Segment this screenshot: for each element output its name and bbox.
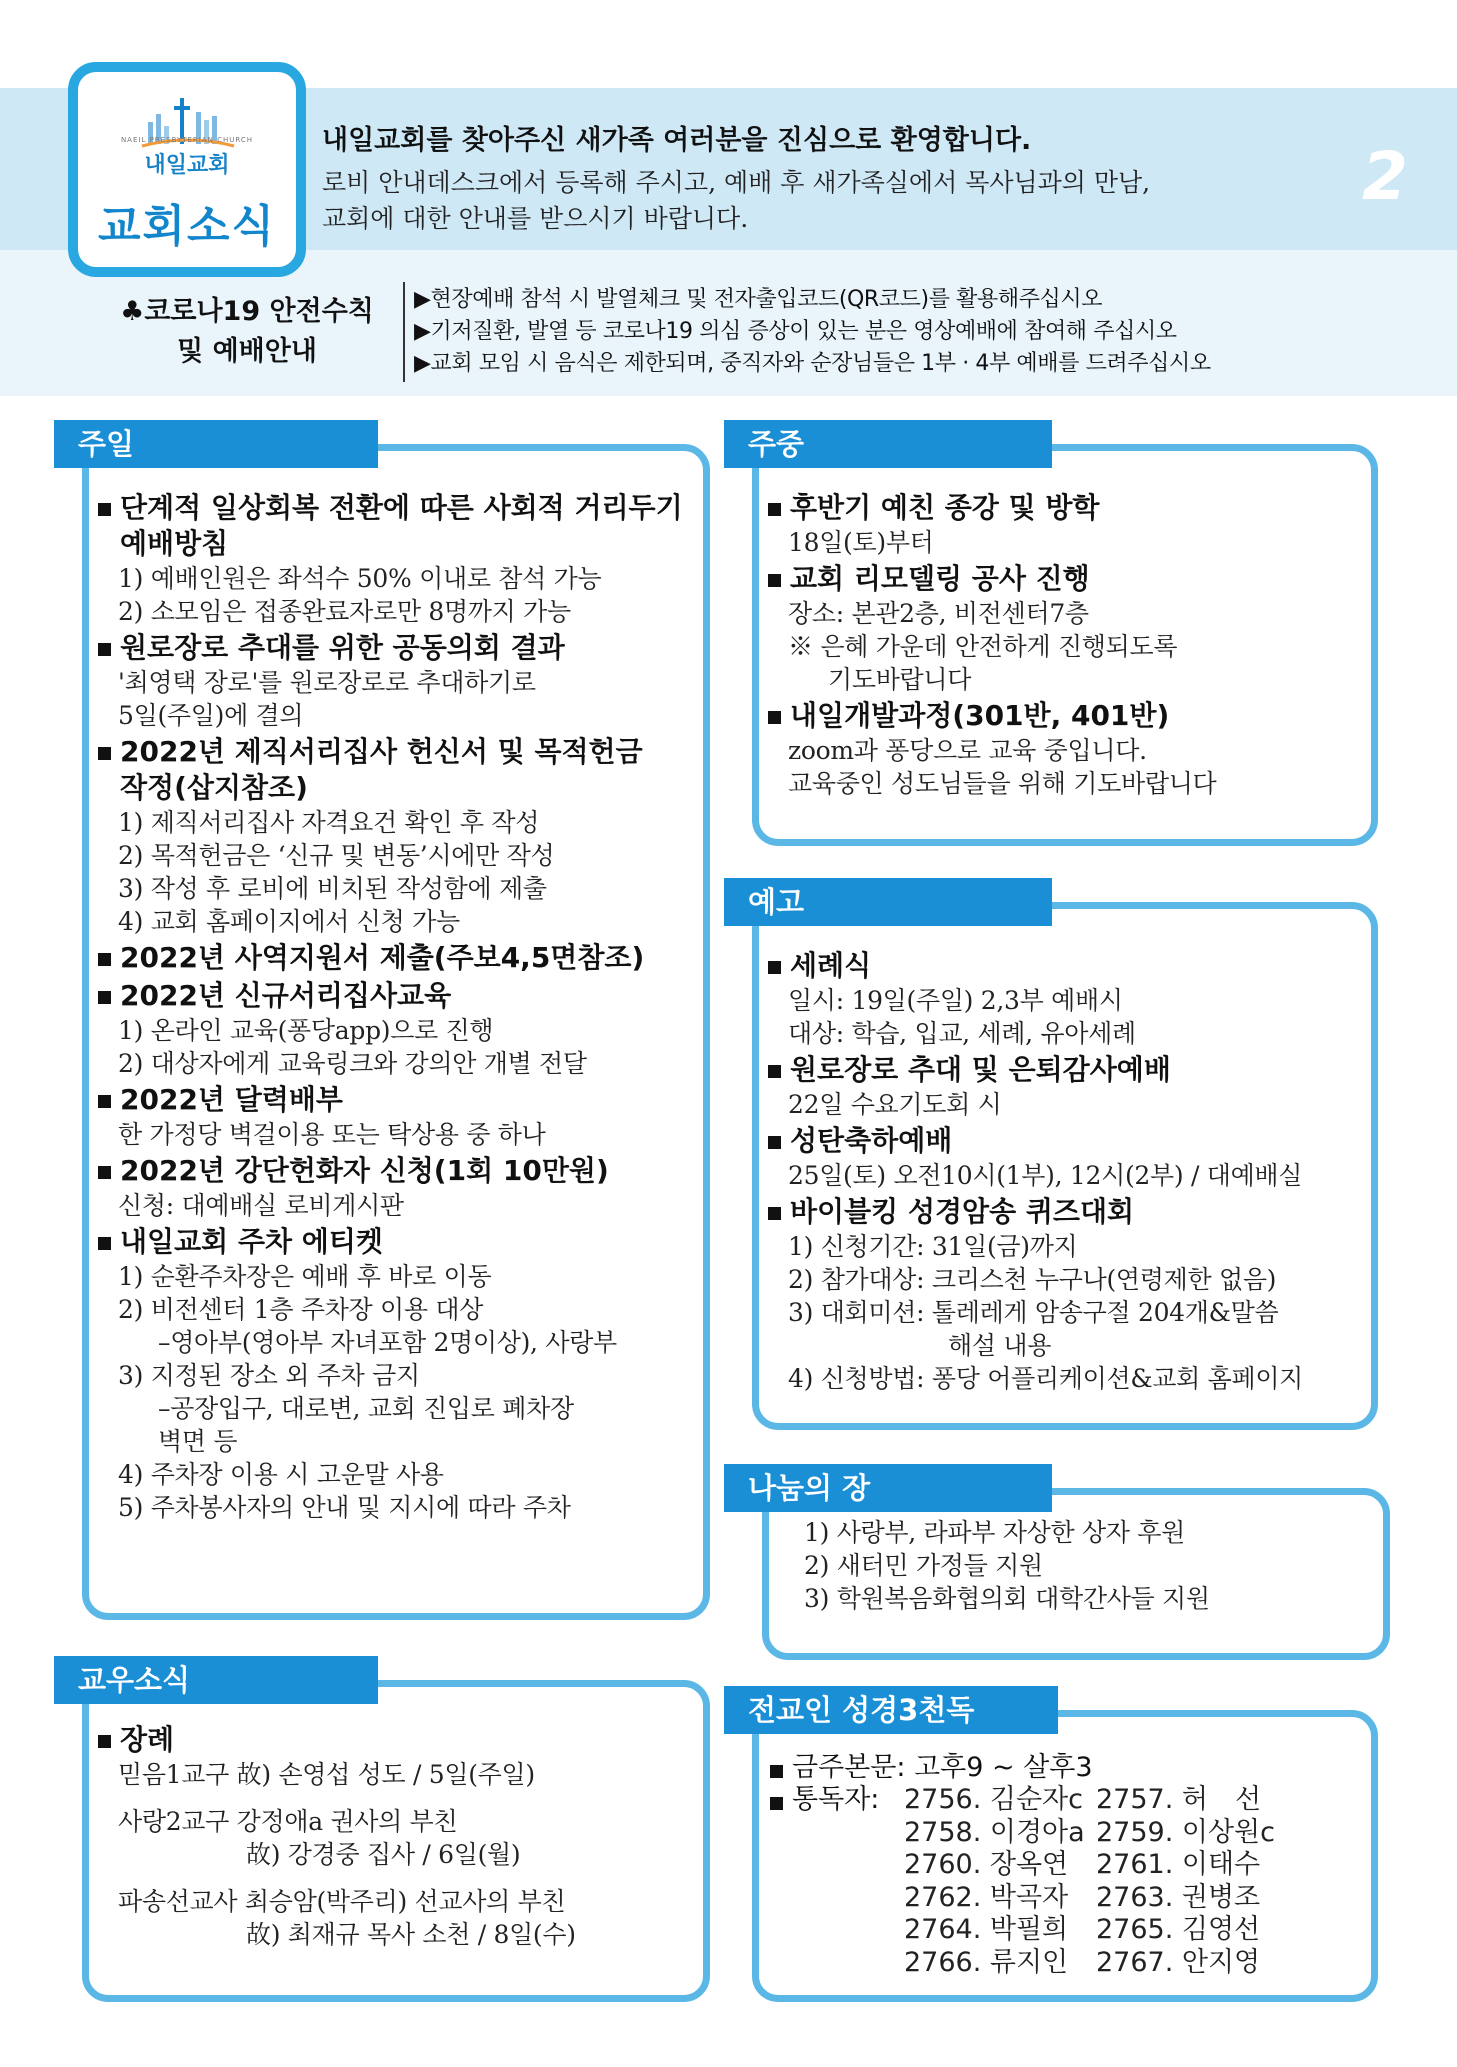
sharing-content [784,1516,1374,1615]
item-title: 예배방침 [120,527,229,560]
corona-rule: ▶현장예배 참석 시 발열체크 및 전자출입코드(QR코드)를 활용해주십시오 [414,287,1103,312]
table-row [904,1784,1275,1817]
item-line: 2) 새터민 가정들 지원 [804,1551,1043,1580]
item-line: 1) 사랑부, 라파부 자상한 상자 후원 [804,1518,1185,1547]
item-line: 기도바랍니다 [828,665,972,694]
item-line: 故) 강경중 집사 / 6일(월) [246,1840,521,1869]
list-item [768,948,1368,1050]
list-item [98,1153,698,1222]
item-line: 3) 지정된 장소 외 주차 금지 [118,1361,420,1390]
item-line: 3) 학원복음화협의회 대학간사들 지원 [804,1584,1210,1613]
item-line: 1) 제직서리집사 자격요건 확인 후 작성 [118,808,540,837]
page-title: 교회소식 [97,201,276,252]
corona-title-line: 및 예배안내 [177,336,317,367]
welcome-main: 내일교회를 찾아주신 새가족 여러분을 진심으로 환영합니다. [322,125,1032,156]
table-row [904,1882,1275,1915]
item-line: 3) 작성 후 로비에 비치된 작성함에 제출 [118,874,547,903]
reader-cell: 2759. 이상원c [1096,1816,1275,1848]
item-line: 해설 내용 [948,1331,1052,1360]
table-row [904,1849,1275,1882]
corona-title-line: ♣코로나19 안전수칙 [120,296,374,327]
corona-rule: ▶기저질환, 발열 등 코로나19 의심 증상이 있는 분은 영상예배에 참여해 주십시오 [414,319,1177,344]
item-line: 故) 최재규 목사 소천 / 8일(수) [246,1920,576,1949]
reader-cell: 2761. 이태수 [1096,1849,1261,1880]
item-title: 2022년 제직서리집사 헌신서 및 목적헌금 [98,734,698,770]
notice-tab: 예고 [724,878,1052,926]
item-line: –공장입구, 대로변, 교회 진입로 폐차장 [158,1394,574,1423]
item-line: 1) 신청기간: 31일(금)까지 [788,1232,1078,1261]
item-title: 세례식 [768,948,1368,984]
welcome-line: 로비 안내데스크에서 등록해 주시고, 예배 후 새가족실에서 목사님과의 만남, [322,168,1151,197]
item-title: 작정(삽지참조) [120,771,308,804]
item-line: 5) 주차봉사자의 안내 및 지시에 따라 주차 [118,1493,571,1522]
item-line: 일시: 19일(주일) 2,3부 예배시 [788,986,1123,1015]
list-item [768,1123,1368,1192]
this-week-reading [770,1752,1370,1784]
corona-title [102,292,392,372]
item-line: 파송선교사 최승암(박주리) 선교사의 부친 [118,1887,566,1916]
item-line: 2) 대상자에게 교육링크와 강의안 개별 전달 [118,1049,587,1078]
reader-cell: 2765. 김영선 [1096,1914,1261,1945]
page-number: 2 [1362,138,1408,215]
item-title: 2022년 달력배부 [98,1082,698,1118]
list-item [98,734,698,938]
item-line: 벽면 등 [158,1427,238,1456]
item-line: 5일(주일)에 결의 [118,701,304,730]
item-line: 4) 신청방법: 퐁당 어플리케이션&교회 홈페이지 [788,1364,1304,1393]
item-line: 1) 온라인 교육(퐁당app)으로 진행 [118,1016,494,1045]
item-line: 1) 예배인원은 좌석수 50% 이내로 참석 가능 [118,564,602,593]
item-line: 3) 대회미션: 톨레레게 암송구절 204개&말씀 [788,1298,1279,1327]
item-line: 대상: 학습, 입교, 세례, 유아세례 [788,1019,1136,1048]
readers-table [904,1784,1275,1979]
item-line: 한 가정당 벽걸이용 또는 탁상용 중 하나 [118,1120,546,1149]
sharing-tab: 나눔의 장 [724,1464,1052,1512]
item-title: 내일개발과정(301반, 401반) [768,698,1368,734]
table-row [904,1817,1275,1850]
spacer [98,1791,698,1805]
item-title: 원로장로 추대를 위한 공동의회 결과 [98,630,698,666]
reader-cell: 2758. 이경아a [904,1816,1085,1848]
reader-cell: 2757. 허 선 [1096,1784,1262,1815]
item-title: 단계적 일상회복 전환에 따른 사회적 거리두기 [98,490,698,526]
item-line: 2) 소모임은 접종완료자로만 8명까지 가능 [118,597,571,626]
list-item [768,698,1368,800]
church-logo-box [68,62,306,277]
corona-rule: ▶교회 모임 시 음식은 제한되며, 중직자와 순장님들은 1부 · 4부 예배를 드려주십시오 [414,351,1211,376]
item-line: 신청: 대예배실 로비게시판 [118,1191,404,1220]
reader-cell: 2764. 박필희 [904,1914,1069,1945]
spacer [98,1871,698,1885]
reader-cell: 2756. 김순자c [904,1784,1083,1815]
corona-rules-list [414,284,1434,380]
sunday-tab: 주일 [54,420,378,468]
item-line: 믿음1교구 故) 손영섭 성도 / 5일(주일) [118,1760,535,1789]
list-item [768,490,1368,559]
item-line: 22일 수요기도회 시 [788,1090,1002,1119]
item-line: 사랑2교구 강정애a 권사의 부친 [118,1807,458,1836]
this-week-label: 금주본문: [792,1752,906,1783]
readers-label: 통독자: [770,1784,900,1816]
list-item [98,1082,698,1151]
item-title: 2022년 신규서리집사교육 [98,978,698,1014]
list-item [768,561,1368,696]
list-item [768,1052,1368,1121]
divider [403,282,405,382]
members-content [98,1722,698,1951]
item-line: 4) 주차장 이용 시 고운말 사용 [118,1460,444,1489]
item-line: ※ 은혜 가운데 안전하게 진행되도록 [788,632,1178,661]
members-tab: 교우소식 [54,1656,378,1704]
item-line: '최영택 장로'를 원로장로로 추대하기로 [118,668,536,697]
item-line: 25일(토) 오전10시(1부), 12시(2부) / 대예배실 [788,1161,1303,1190]
church-building-icon [140,94,236,154]
logo-small-text: NAEIL PRESBYTERIAN CHURCH [120,136,254,144]
bible-tab: 전교인 성경3천독 [724,1686,1058,1734]
sunday-content [98,490,698,1526]
list-item [768,1194,1368,1395]
item-title: 후반기 예친 종강 및 방학 [768,490,1368,526]
reader-cell: 2767. 안지영 [1096,1946,1261,1978]
table-row [904,1947,1275,1980]
item-title: 교회 리모델링 공사 진행 [768,561,1368,597]
list-item [98,1224,698,1524]
weekday-content [768,490,1368,802]
list-item [98,940,698,976]
item-title: 2022년 사역지원서 제출(주보4,5면참조) [98,940,698,976]
item-line: 2) 목적헌금은 ‘신규 및 변동’시에만 작성 [118,841,555,870]
list-item [98,490,698,628]
readers-block [770,1784,1370,1978]
item-line: 4) 교회 홈페이지에서 신청 가능 [118,907,460,936]
item-title: 성탄축하예배 [768,1123,1368,1159]
list-item [98,978,698,1080]
notice-content [768,948,1368,1397]
item-line: zoom과 퐁당으로 교육 중입니다. [788,736,1147,765]
this-week-value: 고후9 ~ 살후3 [914,1752,1093,1783]
table-row [904,1914,1275,1947]
list-item [98,630,698,732]
item-line: 2) 참가대상: 크리스천 누구나(연령제한 없음) [788,1265,1277,1294]
reader-cell: 2763. 권병조 [1096,1881,1261,1913]
item-title: 내일교회 주차 에티켓 [98,1224,698,1260]
item-line: 장소: 본관2층, 비전센터7층 [788,599,1089,628]
item-line: 교육중인 성도님들을 위해 기도바랍니다 [788,769,1217,798]
item-line: –영아부(영아부 자녀포함 2명이상), 사랑부 [158,1328,617,1357]
welcome-line: 교회에 대한 안내를 받으시기 바랍니다. [322,204,749,233]
weekday-tab: 주중 [724,420,1052,468]
bible-content [770,1752,1370,1978]
item-title: 2022년 강단헌화자 신청(1회 10만원) [98,1153,698,1189]
logo-name: 내일교회 [144,153,230,178]
reader-cell: 2762. 박곡자 [904,1881,1069,1913]
item-line: 2) 비전센터 1층 주차장 이용 대상 [118,1295,484,1324]
welcome-message [322,118,1322,237]
item-line: 18일(토)부터 [788,528,934,557]
item-line: 1) 순환주차장은 예배 후 바로 이동 [118,1262,492,1291]
item-title: 장례 [98,1722,698,1758]
reader-cell: 2760. 장옥연 [904,1849,1069,1880]
item-title: 바이블킹 성경암송 퀴즈대회 [768,1194,1368,1230]
item-title: 원로장로 추대 및 은퇴감사예배 [768,1052,1368,1088]
reader-cell: 2766. 류지인 [904,1946,1069,1978]
